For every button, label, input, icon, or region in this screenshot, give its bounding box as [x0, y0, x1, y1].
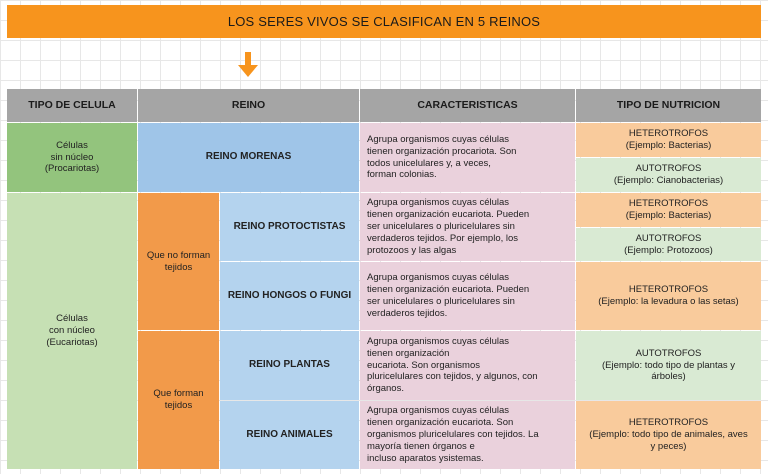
nutricion-protoctistas-autotrofos: AUTOTROFOS (Ejemplo: Protozoos): [576, 228, 761, 261]
reino-protoctistas: REINO PROTOCTISTAS: [220, 193, 359, 261]
header-tipo-celula: TIPO DE CELULA: [7, 89, 137, 122]
reino-hongos: REINO HONGOS O FUNGI: [220, 262, 359, 330]
nutricion-protoctistas-heterotrofos: HETEROTROFOS (Ejemplo: Bacterias): [576, 193, 761, 227]
header-tipo-nutricion: TIPO DE NUTRICION: [576, 89, 761, 122]
caracteristicas-animales: Agrupa organismos cuyas células tienen organización eucariota. Son organismos pluricelulares con tejidos. La mayoría tienen órganos e incluso aparatos ysistemas.: [360, 401, 575, 469]
reino-plantas: REINO PLANTAS: [220, 331, 359, 400]
celulas-eucariotas: Células con núcleo (Eucariotas): [7, 193, 137, 469]
reino-morenas: REINO MORENAS: [138, 123, 359, 192]
page-title: LOS SERES VIVOS SE CLASIFICAN EN 5 REINOS: [7, 5, 761, 38]
celulas-procariotas: Células sin núcleo (Procariotas): [7, 123, 137, 192]
caracteristicas-plantas: Agrupa organismos cuyas células tienen organización eucariota. Son organismos pluricelulares con tejidos, y algunos, con órganos.: [360, 331, 575, 400]
nutricion-plantas: AUTOTROFOS (Ejemplo: todo tipo de plantas y árboles): [576, 331, 761, 400]
reino-animales: REINO ANIMALES: [220, 401, 359, 469]
header-reino: REINO: [138, 89, 359, 122]
nutricion-morenas-autotrofos: AUTOTROFOS (Ejemplo: Cianobacterias): [576, 158, 761, 192]
caracteristicas-protoctistas: Agrupa organismos cuyas células tienen organización eucariota. Pueden ser unicelulares o pluricelulares sin verdaderos tejidos. Por ejemplo, los protozoos y las algas: [360, 193, 575, 261]
grupo-no-forman-tejidos: Que no forman tejidos: [138, 193, 219, 330]
grupo-forman-tejidos: Que forman tejidos: [138, 331, 219, 469]
nutricion-hongos: HETEROTROFOS (Ejemplo: la levadura o las setas): [576, 262, 761, 330]
caracteristicas-hongos: Agrupa organismos cuyas células tienen organización eucariota. Pueden ser unicelulares o pluricelulares sin verdaderos tejidos.: [360, 262, 575, 330]
header-caracteristicas: CARACTERISTICAS: [360, 89, 575, 122]
nutricion-morenas-heterotrofos: HETEROTROFOS (Ejemplo: Bacterias): [576, 123, 761, 157]
arrow-down-icon: [237, 52, 259, 78]
nutricion-animales: HETEROTROFOS (Ejemplo: todo tipo de animales, aves y peces): [576, 401, 761, 469]
caracteristicas-morenas: Agrupa organismos cuyas células tienen organización procariota. Son todos unicelulares y, a veces, forman colonias.: [360, 123, 575, 192]
